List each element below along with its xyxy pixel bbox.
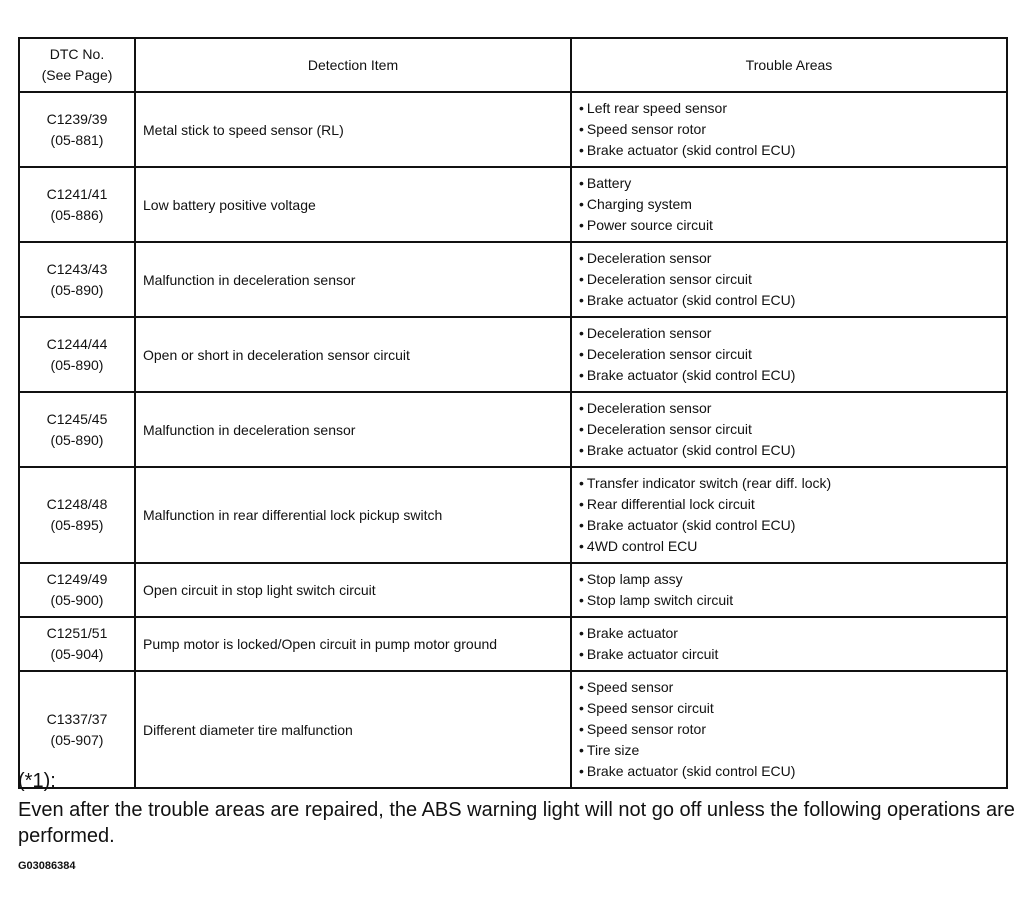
- dtc-table: [18, 37, 1008, 789]
- detection-item: Low battery positive voltage: [135, 167, 571, 242]
- dtc-page-ref: (05-886): [50, 206, 104, 223]
- table-row: [19, 317, 1007, 392]
- trouble-area-item: • Brake actuator (skid control ECU): [579, 290, 1006, 311]
- dtc-cell: [19, 392, 135, 467]
- trouble-areas-cell: [571, 563, 1007, 617]
- table-row: [19, 167, 1007, 242]
- dtc-page-ref: (05-895): [50, 517, 104, 533]
- dtc-code: C1248/48: [46, 496, 108, 512]
- dtc-code: C1239/39: [46, 110, 108, 127]
- detection-item: Malfunction in deceleration sensor: [135, 242, 571, 317]
- trouble-areas-cell: [571, 167, 1007, 242]
- trouble-areas-cell: [571, 467, 1007, 563]
- dtc-cell: [19, 467, 135, 563]
- trouble-areas-list: [579, 398, 1006, 461]
- trouble-area-item: • Brake actuator: [579, 623, 1006, 644]
- trouble-areas-cell: [571, 92, 1007, 167]
- dtc-cell: [19, 167, 135, 242]
- trouble-area-item: • Rear differential lock circuit: [579, 494, 1006, 515]
- dtc-code: C1337/37: [46, 710, 108, 727]
- table-row: [19, 242, 1007, 317]
- trouble-area-item: • Deceleration sensor circuit: [579, 419, 1006, 440]
- trouble-area-item: • Speed sensor: [579, 677, 1006, 698]
- trouble-areas-list: [579, 173, 1006, 236]
- dtc-code: C1244/44: [46, 335, 108, 352]
- trouble-areas-list: [579, 677, 1006, 782]
- trouble-areas-cell: [571, 671, 1007, 788]
- trouble-areas-cell: [571, 392, 1007, 467]
- trouble-area-item: • Deceleration sensor: [579, 248, 1006, 269]
- trouble-areas-cell: [571, 317, 1007, 392]
- dtc-cell: [19, 317, 135, 392]
- detection-item: Malfunction in rear differential lock pickup switch: [135, 467, 571, 563]
- dtc-code: C1243/43: [46, 260, 108, 277]
- trouble-areas-list: [579, 623, 1006, 665]
- dtc-page-ref: (05-904): [50, 646, 104, 662]
- header-dtc-line2: (See Page): [41, 67, 113, 83]
- dtc-code: C1245/45: [46, 410, 108, 427]
- trouble-area-item: • Brake actuator (skid control ECU): [579, 365, 1006, 386]
- trouble-area-item: • Speed sensor rotor: [579, 119, 1006, 140]
- trouble-area-item: • Left rear speed sensor: [579, 98, 1006, 119]
- figure-code: G03086384: [18, 860, 76, 872]
- dtc-cell: [19, 242, 135, 317]
- trouble-area-item: • Speed sensor circuit: [579, 698, 1006, 719]
- dtc-code: C1249/49: [46, 571, 108, 587]
- detection-item: Different diameter tire malfunction: [135, 671, 571, 788]
- table-row: [19, 92, 1007, 167]
- trouble-area-item: • Speed sensor rotor: [579, 719, 1006, 740]
- header-detection-item: Detection Item: [135, 38, 571, 92]
- trouble-areas-list: [579, 569, 1006, 611]
- trouble-area-item: • 4WD control ECU: [579, 536, 1006, 557]
- table-row: [19, 671, 1007, 788]
- dtc-code: C1251/51: [46, 625, 108, 641]
- trouble-area-item: • Deceleration sensor circuit: [579, 269, 1006, 290]
- trouble-areas-list: [579, 473, 1006, 557]
- trouble-area-item: • Deceleration sensor: [579, 398, 1006, 419]
- note-marker: (*1):: [18, 770, 56, 792]
- trouble-area-item: • Brake actuator (skid control ECU): [579, 761, 1006, 782]
- trouble-area-item: • Tire size: [579, 740, 1006, 761]
- trouble-area-item: • Transfer indicator switch (rear diff. lock): [579, 473, 1006, 494]
- trouble-area-item: • Deceleration sensor: [579, 323, 1006, 344]
- trouble-area-item: • Brake actuator (skid control ECU): [579, 440, 1006, 461]
- header-dtc-line1: DTC No.: [49, 46, 105, 62]
- dtc-page-ref: (05-881): [50, 131, 104, 148]
- table-body: [19, 92, 1007, 788]
- header-dtc-no: [19, 38, 135, 92]
- trouble-areas-cell: [571, 617, 1007, 671]
- header-trouble-areas: Trouble Areas: [571, 38, 1007, 92]
- trouble-area-item: • Stop lamp switch circuit: [579, 590, 1006, 611]
- trouble-area-item: • Power source circuit: [579, 215, 1006, 236]
- dtc-code: C1241/41: [46, 185, 108, 202]
- trouble-areas-list: [579, 248, 1006, 311]
- trouble-area-item: • Stop lamp assy: [579, 569, 1006, 590]
- trouble-area-item: • Brake actuator (skid control ECU): [579, 140, 1006, 161]
- detection-item: Malfunction in deceleration sensor: [135, 392, 571, 467]
- table-row: [19, 392, 1007, 467]
- dtc-cell: [19, 92, 135, 167]
- table-row: [19, 467, 1007, 563]
- detection-item: Open or short in deceleration sensor circuit: [135, 317, 571, 392]
- table-row: [19, 563, 1007, 617]
- note-text: Even after the trouble areas are repaired, the ABS warning light will not go off unless the following operations are performed.: [18, 799, 1015, 847]
- dtc-page-ref: (05-890): [50, 281, 104, 298]
- dtc-cell: [19, 617, 135, 671]
- detection-item: Metal stick to speed sensor (RL): [135, 92, 571, 167]
- dtc-page-ref: (05-900): [50, 592, 104, 608]
- trouble-areas-list: [579, 323, 1006, 386]
- detection-item: Pump motor is locked/Open circuit in pump motor ground: [135, 617, 571, 671]
- table-header-row: [19, 38, 1007, 92]
- dtc-page-ref: (05-890): [50, 431, 104, 448]
- dtc-page-ref: (05-890): [50, 356, 104, 373]
- trouble-area-item: • Charging system: [579, 194, 1006, 215]
- trouble-areas-cell: [571, 242, 1007, 317]
- table-row: [19, 617, 1007, 671]
- detection-item: Open circuit in stop light switch circuit: [135, 563, 571, 617]
- trouble-area-item: • Brake actuator circuit: [579, 644, 1006, 665]
- trouble-area-item: • Brake actuator (skid control ECU): [579, 515, 1006, 536]
- trouble-area-item: • Deceleration sensor circuit: [579, 344, 1006, 365]
- dtc-page-ref: (05-907): [50, 731, 104, 748]
- dtc-cell: [19, 563, 135, 617]
- trouble-area-item: • Battery: [579, 173, 1006, 194]
- trouble-areas-list: [579, 98, 1006, 161]
